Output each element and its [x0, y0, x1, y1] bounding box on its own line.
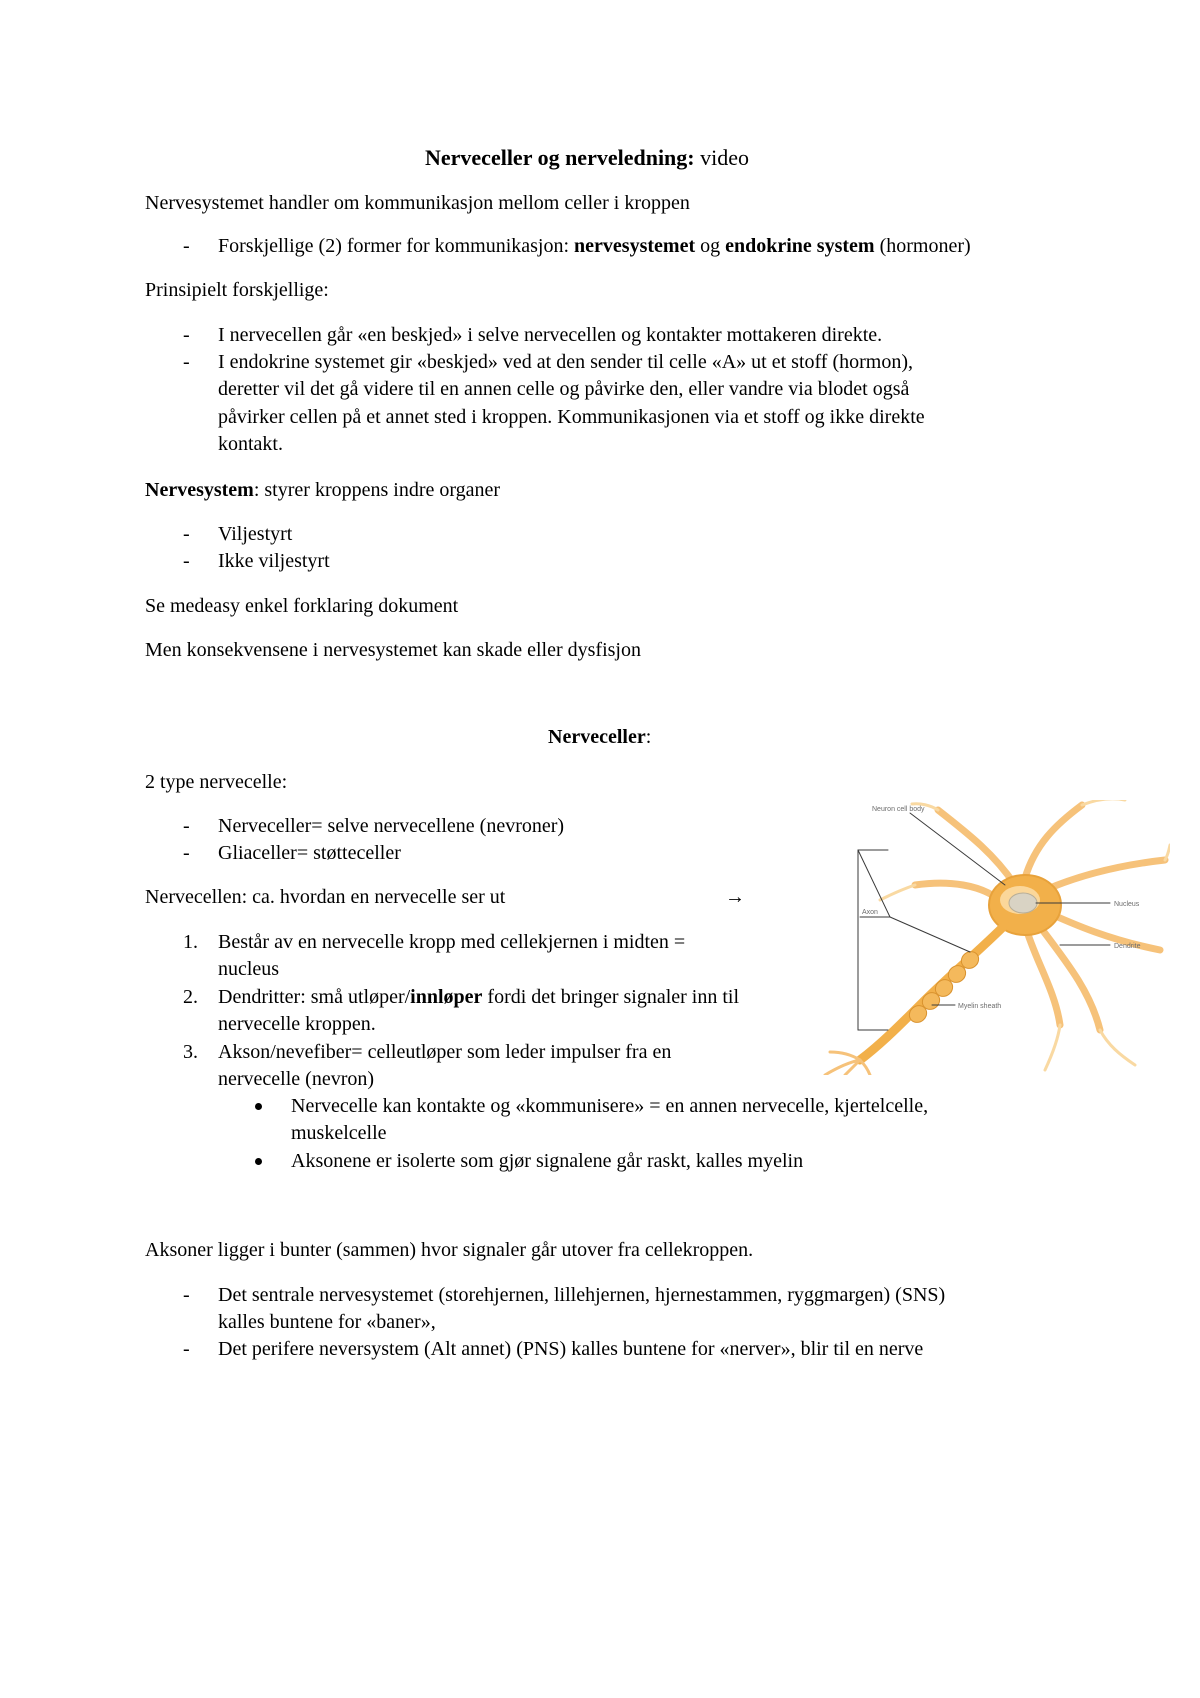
item-2-text-1: Dendritter: små utløper/ [218, 986, 411, 1008]
list-dash: - [183, 523, 190, 545]
numbered-item-2-line-2: nervecelle kroppen. [218, 1013, 376, 1035]
principle-item-2-line-4: kontakt. [218, 433, 283, 455]
medeasy-paragraph: Se medeasy enkel forklaring dokument [145, 595, 459, 617]
types-heading: 2 type nervecelle: [145, 771, 288, 793]
item-2-text-2: fordi det bringer signaler inn til [482, 986, 740, 1008]
numbered-item-3-line-2: nervecelle (nevron) [218, 1068, 375, 1090]
bullet-dot [255, 1158, 262, 1165]
forms-text-3: (hormoner) [874, 235, 971, 257]
sns-line-1: Det sentrale nervesystemet (storehjernen, lillehjernen, hjernestammen, ryggmargen) (SNS) [218, 1284, 946, 1306]
label-cell-body: Neuron cell body [872, 806, 925, 813]
ns-item-1: Viljestyrt [218, 523, 293, 545]
intro-paragraph: Nervesystemet handler om kommunikasjon mellom celler i kroppen [145, 192, 690, 214]
list-dash: - [183, 324, 190, 346]
pns-line: Det perifere neversystem (Alt annet) (PNS) kalles buntene for «nerver», blir til en nerve [218, 1338, 924, 1360]
page-title [425, 145, 749, 171]
section-heading-nerveceller [548, 724, 651, 750]
nervesystem-rest: : styrer kroppens indre organer [253, 479, 501, 501]
forms-text-2: og [695, 235, 726, 257]
principle-item-1: I nervecellen går «en beskjed» i selve nervecellen og kontakter mottakeren direkte. [218, 324, 883, 346]
item-2-bold: innløper [410, 986, 483, 1008]
neuron-drawing [825, 800, 1170, 1075]
principle-item-2-line-2: deretter vil det gå videre til en annen celle og påvirke den, eller vandre via blodet også [218, 378, 910, 400]
nervesystem-bold: Nervesystem [145, 479, 254, 501]
title-bold: Nerveceller og nerveledning: [425, 145, 695, 170]
bullet-1-line-1: Nervecelle kan kontakte og «kommunisere» = en annen nervecelle, kjertelcelle, [291, 1095, 929, 1117]
list-dash: - [183, 842, 190, 864]
forms-list-item [218, 233, 971, 259]
bullet-1-line-2: muskelcelle [291, 1122, 387, 1144]
consequence-paragraph: Men konsekvensene i nervesystemet kan skade eller dysfisjon [145, 639, 641, 661]
forms-bold-1: nervesystemet [574, 235, 696, 257]
label-axon: Axon [862, 909, 878, 916]
bullet-dot [255, 1103, 262, 1110]
list-dash: - [183, 351, 190, 373]
label-dendrite: Dendrite [1114, 943, 1141, 950]
numbered-item-1-line-1: Består av en nervecelle kropp med cellekjernen i midten = [218, 931, 686, 953]
numbered-item-2-line-1 [218, 984, 739, 1010]
types-item-1: Nerveceller= selve nervecellene (nevroner) [218, 815, 565, 837]
cell-intro: Nervecellen: ca. hvordan en nervecelle ser ut [145, 886, 506, 908]
numbered-item-3-line-1: Akson/nevefiber= celleutløper som leder impulser fra en [218, 1041, 672, 1063]
ns-item-2: Ikke viljestyrt [218, 550, 330, 572]
neuron-illustration [820, 800, 1170, 1075]
list-dash: - [183, 1284, 190, 1306]
list-number: 1. [183, 931, 198, 953]
principle-item-2-line-3: påvirker cellen på et annet sted i kroppen. Kommunikasjonen via et stoff og ikke direkte [218, 406, 925, 428]
principle-heading: Prinsipielt forskjellige: [145, 279, 329, 301]
list-dash: - [183, 550, 190, 572]
bullet-2: Aksonene er isolerte som gjør signalene går raskt, kalles myelin [291, 1150, 804, 1172]
label-nucleus: Nucleus [1114, 901, 1140, 908]
list-dash: - [183, 235, 190, 257]
nervesystem-paragraph [145, 477, 500, 503]
section-heading-colon: : [645, 726, 652, 748]
types-item-2: Gliaceller= støtteceller [218, 842, 401, 864]
list-dash: - [183, 815, 190, 837]
title-rest: video [694, 145, 750, 170]
list-dash: - [183, 1338, 190, 1360]
list-number: 3. [183, 1041, 198, 1063]
list-number: 2. [183, 986, 198, 1008]
principle-item-2-line-1: I endokrine systemet gir «beskjed» ved at den sender til celle «A» ut et stoff (hormon), [218, 351, 913, 373]
arrow-icon: → [725, 886, 745, 908]
label-myelin: Myelin sheath [958, 1003, 1002, 1010]
sns-line-2: kalles buntene for «baner», [218, 1311, 436, 1333]
section-heading-bold: Nerveceller [548, 726, 646, 748]
numbered-item-1-line-2: nucleus [218, 958, 280, 980]
axon-bundle-paragraph: Aksoner ligger i bunter (sammen) hvor signaler går utover fra cellekroppen. [145, 1239, 754, 1261]
forms-bold-2: endokrine system [725, 235, 875, 257]
forms-text-1: Forskjellige (2) former for kommunikasjon: [218, 235, 575, 257]
